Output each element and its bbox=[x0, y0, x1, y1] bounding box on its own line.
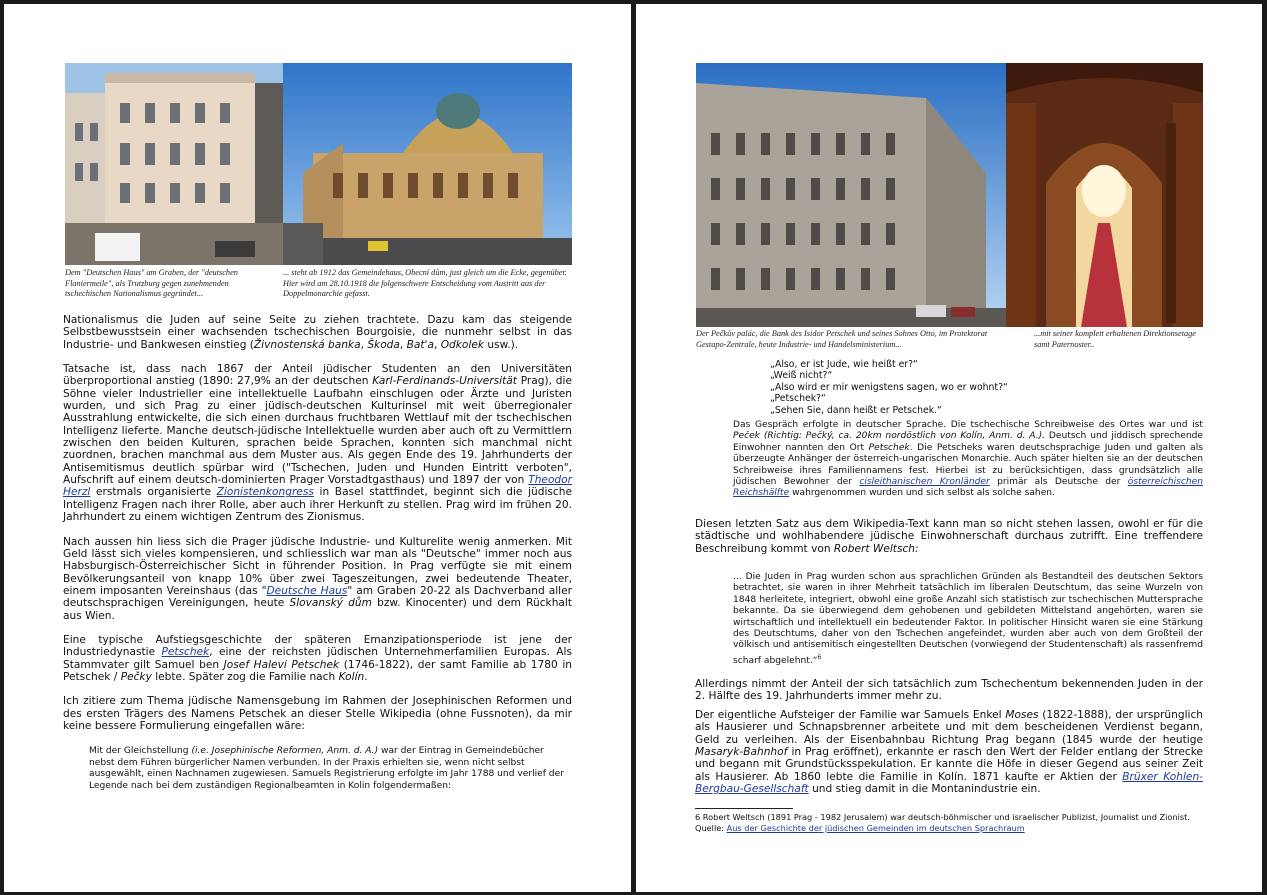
paragraph-tschechentum: Allerdings nimmt der Anteil der sich tatsächlich zum Tschechentum bekennenden Juden in der 2. Hälfte des 19. Jahrhunderts immer mehr zu. bbox=[695, 678, 1203, 703]
paragraph-petschek: Eine typische Aufstiegsgeschichte der späteren Emanzipationsperiode ist jene der Industriedynastie Petschek, eine der reichsten jüdischen Unternehmerfamilien Europas. Als Stammvater gilt Samuel ben Josef Halevi Petschek (1746-1822), der samt Familie ab 1780 in Petschek / Pečky lebte. Später zog die Familie nach Kolín. bbox=[63, 633, 572, 683]
quote-weltsch: ... Die Juden in Prag wurden schon aus sprachlichen Gründen als Bestandteil des deutschen Sektors betrachtet, sie waren in ihrer Mehrheit tatsächlich im liberalen Deutschtum, das seine Wurzeln von 1848 herleitete, integriert, obwohl eine große Anzahl sich statistisch zur tschechischen Muttersprache bekannte. Da sie überwiegend dem gehobenen und gebildeten Mittelstand angehörten, waren sie wirtschaftlich und intellektuell ein bedeutender Faktor. In politischer Hinsicht waren sie eine Stärkung des Deutschtums, daher von den Tschechen angefeindet, wurden aber auch von dem Großteil der völkisch und antisemitisch eingestellten Deutschen (vorwiegend der Studentenschaft) als rassenfremd scharf abgelehnt.“$^6$ bbox=[733, 572, 1203, 666]
paragraph-kulturelite: Nach aussen hin liess sich die Prager jüdische Industrie- und Kulturelite wenig anmerken. Mit Geld lässt sich vieles kompensieren, und schliesslich war man als "Deutsche" immer noch aus Habsburgisch-Österreichischer Sicht in führender Position. In Prag verfügte sie mit einem Bevölkerungsanteil von knapp 10% über zwei Tageszeitungen, zwei bedeutende Theater, einem imposanten Vereinshaus (das "Deutsche Haus" am Graben 20-22 als Dachverband aller deutschsprachigen Vereinigungen, heute Slovanský dům bzw. Kinocenter) und dem Rückhalt aus Wien. bbox=[63, 535, 572, 622]
paragraph-zitat-intro: Ich zitiere zum Thema jüdische Namensgebung im Rahmen der Josephinischen Reformen und des ersten Trägers des Namens Petschek an dieser Stelle Wikipedia (ohne Fussnoten), da mir keine bessere Formulierung eingefallen wäre: bbox=[63, 695, 572, 732]
page1-text bbox=[63, 314, 572, 792]
caption-obecni-dum: ... steht ab 1912 das Gemeindehaus, Obecní dům, just gleich um die Ecke, gegenüber. Hier wird am 28.10.1918 die folgenschwere Entscheidung vom Austritt aus der Doppelmonarchie gefasst. bbox=[283, 268, 567, 298]
photo-peckuv-palac bbox=[696, 63, 1006, 327]
dialog-line: „Also wird er mir wenigstens sagen, wo er wohnt?“ bbox=[770, 381, 1008, 393]
page-left bbox=[4, 4, 631, 892]
dialog-line: „Petschek?“ bbox=[770, 393, 826, 405]
link-oesterreichische-reichshaelfte[interactable]: österreichischen Reichshälfte bbox=[733, 477, 1203, 499]
dialog-line: „Weiß nicht?“ bbox=[770, 370, 833, 382]
link-petschek[interactable]: Petschek bbox=[161, 646, 210, 659]
paragraph-studenten: Tatsache ist, dass nach 1867 der Anteil jüdischer Studenten an den Universitäten überproportional anstieg (1890: 27,9% an der deutschen Karl-Ferdinands-Universität Prag), die Söhne vieler Industrieller eine intellektuelle Laufbahn einschlugen oder Ärzte und Juristen wurden, und sich Prag zu einer jüdisch-deutschen Kulturinsel mit weit überregionaler Ausstrahlung entwickelte, die sich einen durchaus fruchtbaren Wettlauf mit der tschechischen Intelligenz lieferte. Manche deutsch-jüdische Intellektuelle wurden aber auch oft zu Vermittlern zwischen den beiden Kulturen, sprachen beide Sprachen, konnten sich manchmal nicht zuordnen, brachen manchmal aus dem Muster aus. Als gegen Ende des 19. Jahrhunderts der Antisemitismus deutlich spürbar wird ("Tschechen, Juden und Hunden Eintritt verboten", Aufschrift auf einem deutsch-dominierten Prager Vorstadtgasthaus) und 1897 der von Theodor Herzl erstmals organisierte Zionistenkongress in Basel stattfindet, beginnt sich die jüdische Intelligenz Fragen nach ihrer Rolle, aber auch ihrer Herkunft zu stellen. Prag wird im frühen 20. Jahrhundert zu einem wichtigen Zentrum des Zionismus. bbox=[63, 363, 572, 524]
caption-deutsches-haus: Dem "Deutschen Haus" am Graben, der "deutschen Flaniermeile", als Trutzburg gegen zunehmenden tschechischen Nationalismus gegründet... bbox=[65, 268, 238, 298]
link-bruexer-bergbau[interactable]: Brüxer Kohlen-Bergbau-Gesellschaft bbox=[695, 770, 1203, 796]
caption-peckuv-palac: Der Pečkův palác, die Bank des Isidor Petschek und seines Sohnes Otto, im Protektorat Gestapo-Zentrale, heute Industrie- und Handelsministerium... bbox=[696, 329, 988, 349]
photo-deutsches-haus bbox=[65, 63, 283, 265]
paragraph-wikipedia-kritik: Diesen letzten Satz aus dem Wikipedia-Text kann man so nicht stehen lassen, owohl er für die städtische und wohlhabendere jüdische Einwohnerschaft durchaus zutrifft. Eine treffendere Beschreibung kommt von Robert Weltsch: bbox=[695, 518, 1203, 555]
photo-obecni-dum bbox=[283, 63, 572, 265]
link-deutsche-haus[interactable]: Deutsche Haus bbox=[266, 584, 348, 597]
link-zionistenkongress[interactable]: Zionistenkongress bbox=[216, 486, 314, 499]
dialog-line: „Sehen Sie, dann heißt er Petschek.“ bbox=[770, 404, 942, 416]
paragraph-moses: Der eigentliche Aufsteiger der Familie war Samuels Enkel Moses (1822-1888), der ursprünglich als Hausierer und Schnapsbrenner arbeitete und mit dem bescheidenen Verdienst begann, Geld zu verleihen. Als der Eisenbahnbau Richtung Prag begann (1845 wurde der heutige Masaryk-Bahnhof in Prag eröffnet), erkannte er rasch den Wert der Felder entlang der Strecke und begann mit Grundstücksspekulation. Er kannte die Höfe in dieser Gegend aus seiner Zeit als Hausierer. Ab 1860 lebte die Familie in Kolín. 1871 kaufte er Aktien der Brüxer Kohlen-Bergbau-Gesellschaft und stieg damit in die Montanindustrie ein. bbox=[695, 709, 1204, 796]
quote-gespraech: Das Gespräch erfolgte in deutscher Sprache. Die tschechische Schreibweise des Ortes war und ist Peček (Richtig: Pečký, ca. 20km nordöstlich von Kolín, Anm. d. A.). Deutsch und jiddisch sprechende Einwohner nannten den Ort Petschek. Die Petscheks waren deutschsprachige Juden und galten als überzeugte Anhänger der österreich-ungarischen Monarchie. Auch später hielten sie an der deutschen Schreibweise ihres Familiennamens fest. Hierbei ist zu berücksichtigen, dass grundsätzlich alle jüdischen Bewohner der cisleithanischen Kronländer primär als Deutsche der österreichischen Reichshälfte wahrgenommen wurden und sich selbst als solche sahen. bbox=[733, 420, 1203, 499]
dialog-line: „Also, er ist Jude, wie heißt er?“ bbox=[770, 359, 918, 370]
photo-direktionsetage bbox=[1006, 63, 1203, 327]
quote-gleichstellung: Mit der Gleichstellung (i.e. Josephinische Reformen, Anm. d. A.) war der Eintrag in Gemeindebücher nebst dem Führen bürgerlicher Namen verbunden. In der Praxis erhielten sie, wenn nicht selbst ausgewählt, einen Nachnamen zugewiesen. Samuels Registrierung erfolgte im Jahr 1788 und verlief der Legende nach bei dem zuständigen Regionalbeamten in Kolin folgendermaßen: bbox=[89, 746, 564, 791]
paragraph-nationalismus: Nationalismus die Juden auf seine Seite zu ziehen trachtete. Dazu kam das steigende Selbstbewusstsein einer wachsenden tschechischen Bourgoisie, die nunmehr selbst in das Industrie- und Bankwesen einstieg (Živnostenská banka, Škoda, Bat'a, Odkolek usw.). bbox=[63, 314, 572, 351]
link-theodor-herzl[interactable]: Theodor Herzl bbox=[63, 474, 572, 499]
footnote-6: 6 Robert Weltsch (1891 Prag - 1982 Jerusalem) war deutsch-böhmischer und israelischer Publizist, Journalist und Zionist. Quelle: Aus der Geschichte der jüdischen Gemeinden im deutschen Sprachraum bbox=[695, 812, 1190, 833]
caption-direktionsetage: ...mit seiner komplett erhaltenen Direktionsetage samt Paternoster.. bbox=[1034, 329, 1196, 349]
page-right bbox=[636, 4, 1262, 892]
dialog-block bbox=[770, 359, 1070, 416]
footnote-divider bbox=[695, 808, 793, 809]
link-footnote-quelle[interactable]: Aus der Geschichte der jüdischen Gemeinden im deutschen Sprachraum bbox=[726, 822, 1025, 833]
link-cisleithanische-kronlaender[interactable]: cisleithanischen Kronländer bbox=[859, 477, 990, 488]
